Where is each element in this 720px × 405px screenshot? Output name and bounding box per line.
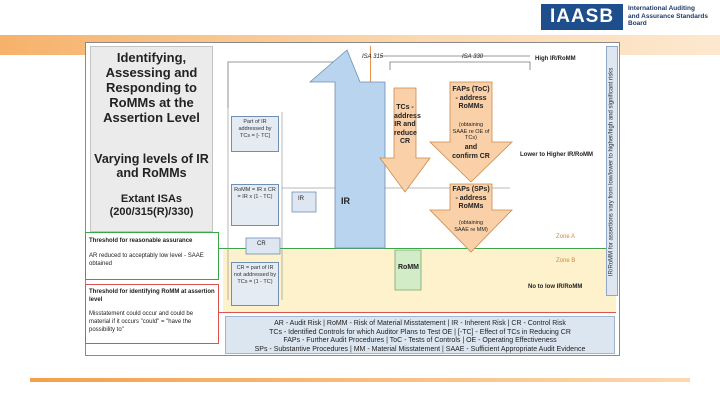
reasonable-assurance-text: AR reduced to acceptably low level - SAAE obtained: [89, 253, 204, 267]
cr-formula-box: CR = part of IR not addressed by TCs = (1 - TC): [231, 262, 279, 306]
romm-threshold-title: Threshold for identifying RoMM at assertion level: [89, 289, 215, 303]
abbreviations-legend: [225, 316, 615, 354]
zone-a-label: Zone A: [556, 234, 576, 240]
isa315-label: ISA 315: [362, 54, 384, 60]
romm-label: RoMM: [398, 264, 419, 271]
faps-sps-sub: (obtaining SAAE re MM): [454, 220, 488, 233]
cr-label: CR: [257, 241, 266, 247]
zone-b-label: Zone B: [556, 258, 576, 264]
slide-title: Identifying, Assessing and Responding to RoMMs at the Assertion Level: [103, 50, 200, 125]
ir-small-label: IR: [298, 196, 304, 202]
isa330-label: ISA 330: [462, 54, 484, 60]
logo-subtitle: International Auditing and Assurance Standards Board: [628, 5, 708, 27]
varying-levels-heading: Varying levels of IR and RoMMs: [94, 152, 209, 180]
faps-toc-end: and confirm CR: [452, 144, 490, 160]
legend-line-3: FAPs - Further Audit Procedures | ToC - Tests of Controls | OE - Operating Effectiveness: [283, 337, 557, 344]
legend-line-2: TCs - Identified Controls for which Auditor Plans to Test OE | [-TC] - Effect of TCs in Reducing CR: [269, 328, 571, 336]
iaasb-logo: IAASB: [541, 4, 623, 30]
lower-higher-label: Lower to Higher IR/RoMM: [520, 152, 593, 158]
romm-formula-box: RoMM = IR x CR = IR x (1 - TC): [231, 184, 279, 226]
low-ir-label: No to low IR/RoMM: [528, 284, 583, 290]
extant-isas-heading: Extant ISAs (200/315(R)/330): [109, 193, 194, 218]
ir-big-arrow: [310, 50, 385, 248]
legend-line-4: SPs - Substantive Procedures | MM - Material Misstatement | SAAE - Sufficient Appropriate Audit Evidence: [254, 345, 586, 353]
isa315-bracket: [228, 62, 340, 108]
reasonable-assurance-title: Threshold for reasonable assurance: [89, 238, 193, 244]
romm-threshold-text: Misstatement could occur and could be material if it occurs "could" = "have the possibility to": [89, 311, 194, 333]
legend-line-1: AR - Audit Risk | RoMM - Risk of Material Misstatement | IR - Inherent Risk | CR - Control Risk: [274, 320, 566, 327]
tcs-label: TCs - address IR and reduce CR: [394, 104, 421, 145]
ir-big-label: IR: [341, 196, 350, 206]
isa330-bracket: [390, 62, 530, 70]
vertical-scale-text: IR/RoMM for assertions vary from low/lower to higher/high and significant risks: [608, 67, 615, 277]
faps-toc-sub: (obtaining SAAE re OE of TCs): [452, 122, 490, 141]
faps-sps-label: FAPs (SPs) - address RoMMs: [452, 186, 490, 210]
small-ir-box: [292, 192, 316, 212]
part-ir-box: Part of IR addressed by TCs = [- TC]: [231, 116, 279, 152]
faps-toc-label: FAPs (ToC) - address RoMMs: [452, 86, 490, 110]
high-ir-label: High IR/RoMM: [535, 56, 576, 62]
